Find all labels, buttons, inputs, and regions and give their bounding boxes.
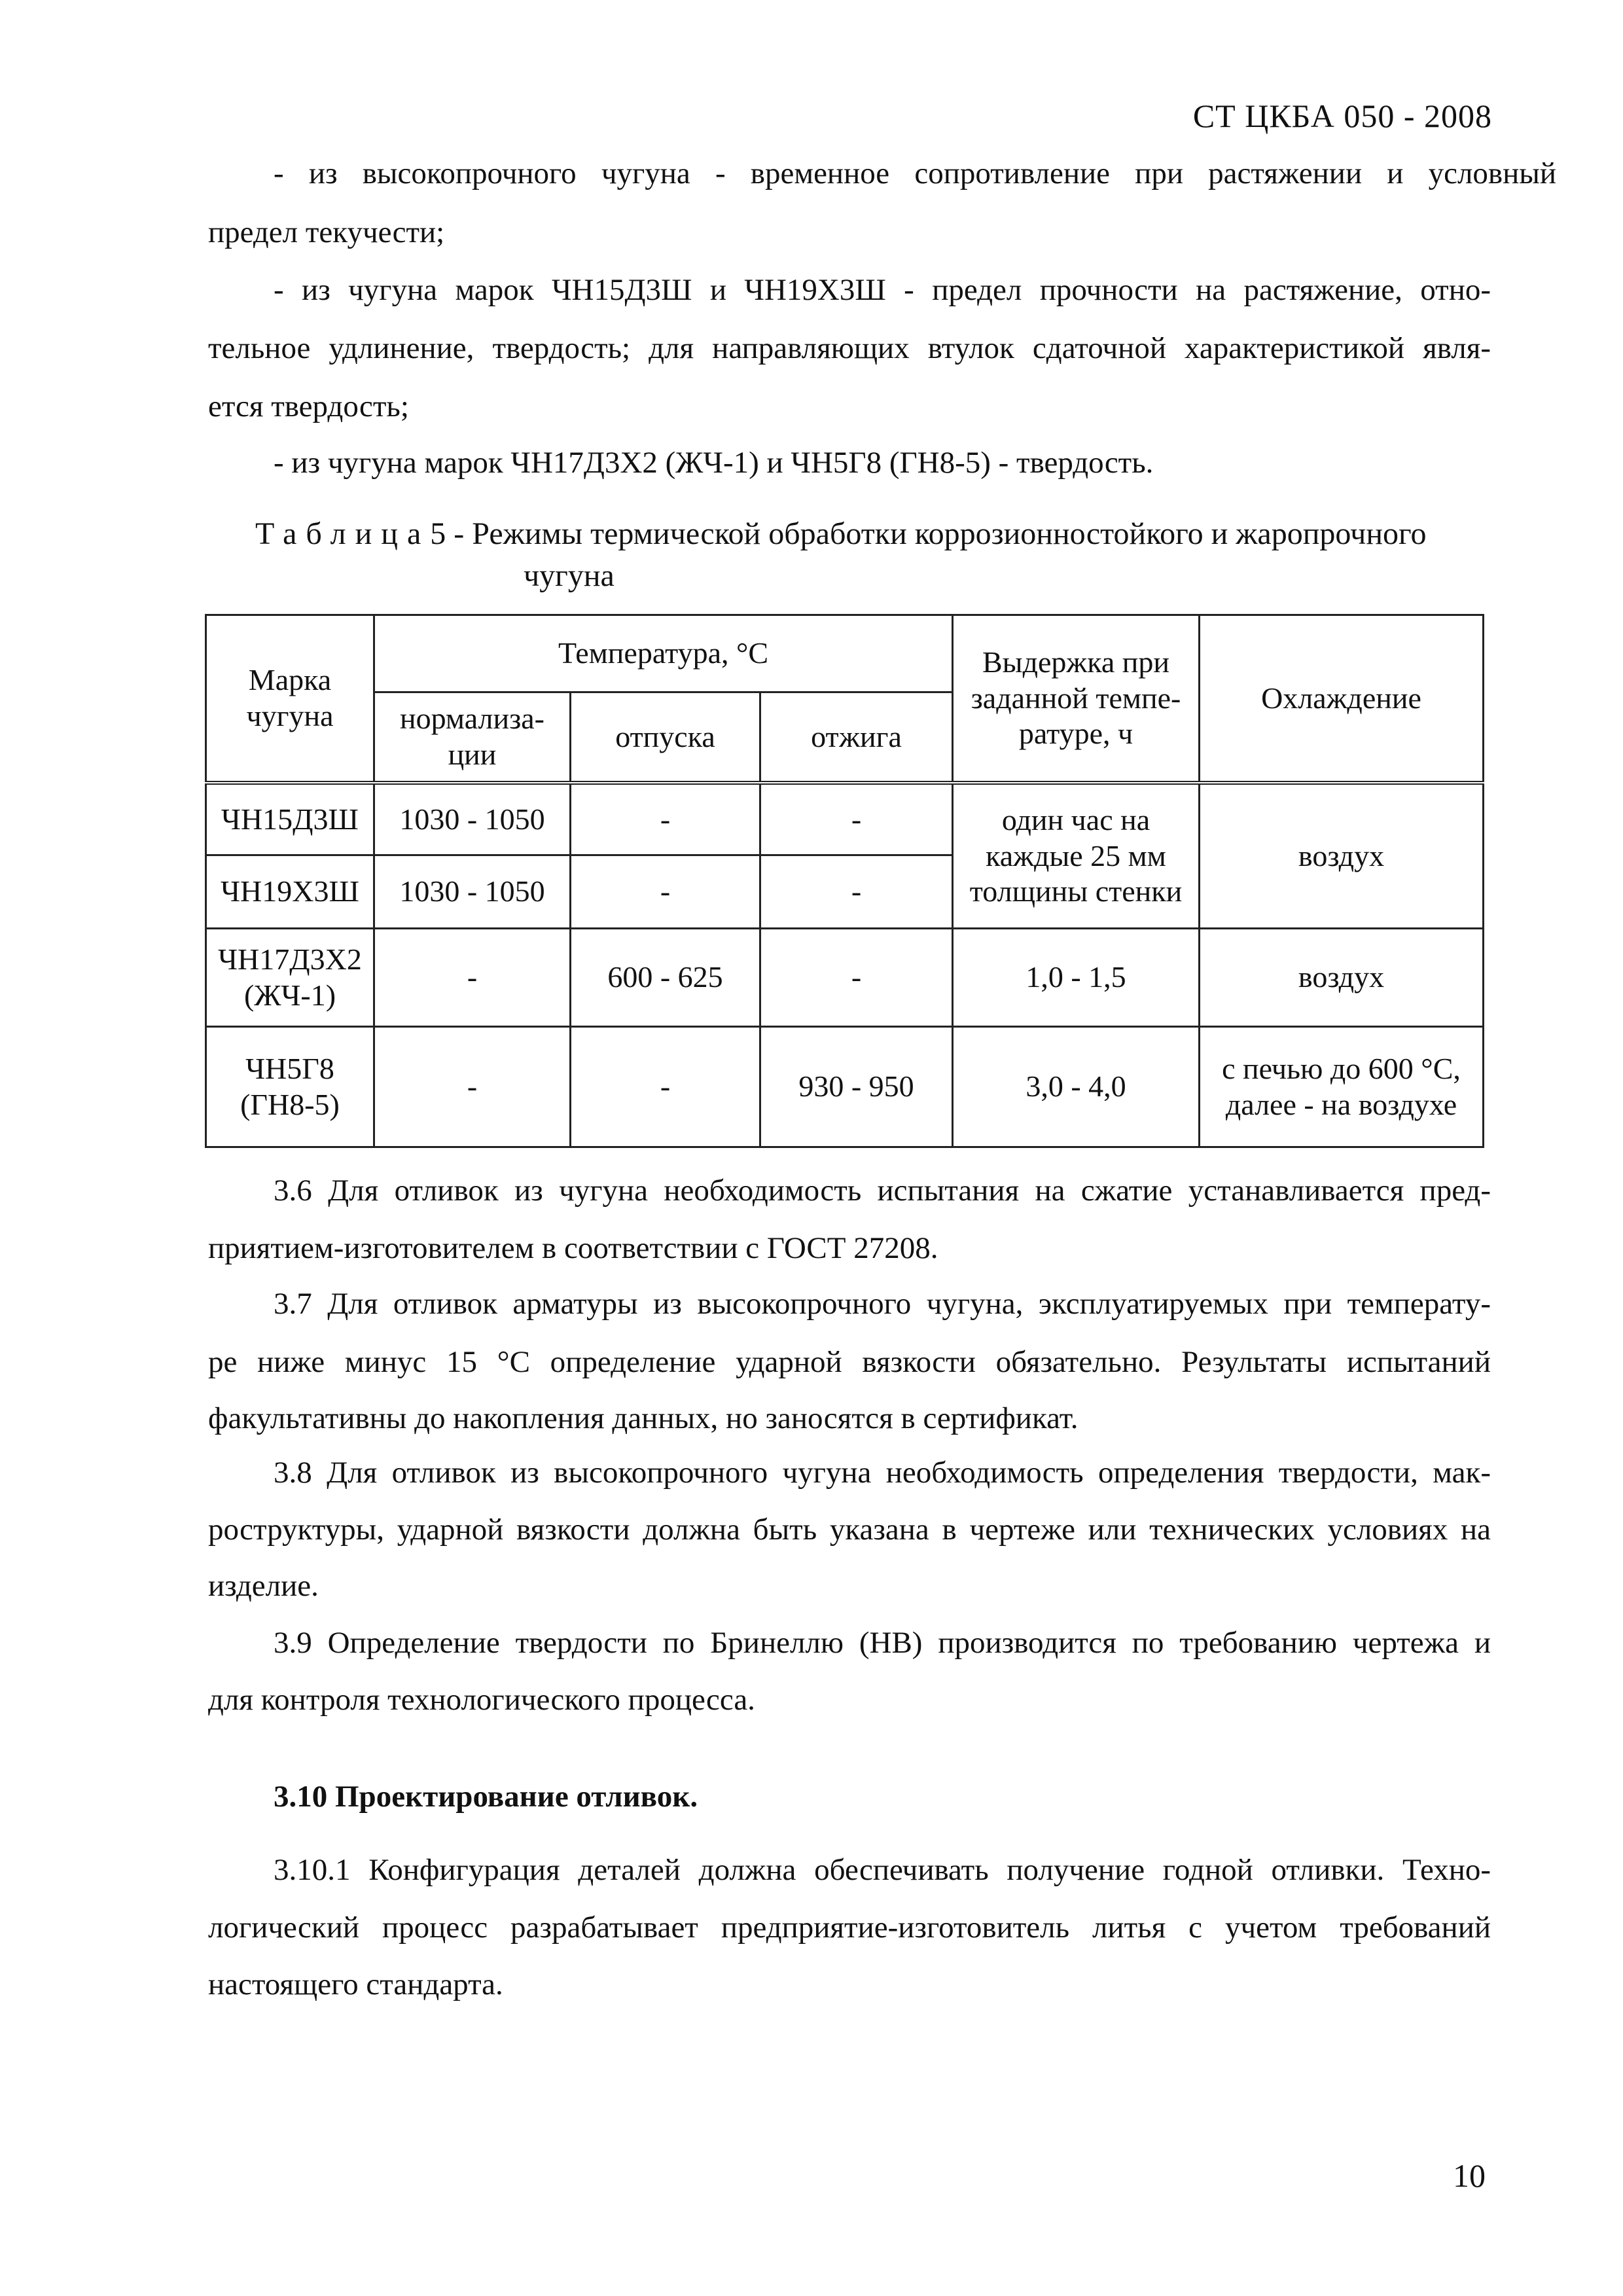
cell-tempering: 600 - 625 (571, 929, 760, 1027)
intro-line: - из чугуна марок ЧН17Д3Х2 (ЖЧ-1) и ЧН5Г8 (ГН8-5) - твердость. (274, 446, 1154, 480)
paragraph-3-8-line: 3.8 Для отливок из высокопрочного чугуна необходимость определения твердости, мак- (274, 1456, 1491, 1490)
header-normalization: нормализа-ции (374, 692, 571, 783)
section-paragraph-line: 3.10.1 Конфигурация деталей должна обеспечивать получение годной отливки. Техно- (274, 1853, 1491, 1887)
cell-holding-merged: один час на каждые 25 мм толщины стенки (953, 783, 1200, 929)
cell-holding: 3,0 - 4,0 (953, 1027, 1200, 1147)
cell-annealing: - (760, 855, 953, 929)
header-grade: Марка чугуна (206, 615, 374, 783)
section-paragraph-line: логический процесс разрабатывает предприятие-изготовитель литья с учетом требований (208, 1910, 1491, 1945)
cell-normalization: - (374, 929, 571, 1027)
paragraph-3-6-line: приятием-изготовителем в соответствии с ГОСТ 27208. (208, 1231, 938, 1265)
cell-cooling-merged: воздух (1200, 783, 1484, 929)
intro-line: - из чугуна марок ЧН15Д3Ш и ЧН19Х3Ш - предел прочности на растяжение, отно- (274, 273, 1491, 307)
cell-grade: ЧН15Д3Ш (206, 783, 374, 855)
cell-annealing: - (760, 783, 953, 855)
cell-cooling: воздух (1200, 929, 1484, 1027)
header-holding: Выдержка при заданной темпе-ратуре, ч (953, 615, 1200, 783)
cell-grade: ЧН5Г8 (ГН8-5) (206, 1027, 374, 1147)
table-caption-label: Таблица (255, 516, 431, 551)
cell-tempering: - (571, 855, 760, 929)
paragraph-3-8-line: роструктуры, ударной вязкости должна быть указана в чертеже или технических условиях на (208, 1513, 1491, 1547)
table-caption (255, 516, 1427, 552)
cell-normalization: - (374, 1027, 571, 1147)
header-cooling: Охлаждение (1200, 615, 1484, 783)
paragraph-3-7-line: факультативны до накопления данных, но заносятся в сертификат. (208, 1401, 1079, 1435)
section-paragraph-line: настоящего стандарта. (208, 1967, 503, 2001)
intro-line: - из высокопрочного чугуна - временное сопротивление при растяжении и условный (274, 156, 1556, 190)
header-temperature: Температура, °С (374, 615, 953, 692)
intro-line: ется твердость; (208, 389, 409, 423)
cell-annealing: - (760, 929, 953, 1027)
cell-grade: ЧН19Х3Ш (206, 855, 374, 929)
cell-cooling: с печью до 600 °С, далее - на воздухе (1200, 1027, 1484, 1147)
intro-line: предел текучести; (208, 215, 445, 249)
paragraph-3-9-line: 3.9 Определение твердости по Бринеллю (НВ) производится по требованию чертежа и (274, 1626, 1491, 1660)
header-annealing: отжига (760, 692, 953, 783)
table-caption-title: Режимы термической обработки коррозионностойкого и жаропрочного (472, 516, 1427, 551)
section-heading: 3.10 Проектирование отливок. (274, 1780, 698, 1814)
paragraph-3-7-line: ре ниже минус 15 °С определение ударной вязкости обязательно. Результаты испытаний (208, 1345, 1491, 1379)
cell-tempering: - (571, 783, 760, 855)
paragraph-3-9-line: для контроля технологического процесса. (208, 1683, 755, 1717)
table-row (206, 1027, 1484, 1147)
table-caption-dash: - (454, 516, 465, 551)
paragraph-3-7-line: 3.7 Для отливок арматуры из высокопрочного чугуна, эксплуатируемых при температу- (274, 1287, 1491, 1321)
table-row (206, 783, 1484, 855)
table-caption-number: 5 (430, 516, 446, 551)
paragraph-3-6-line: 3.6 Для отливок из чугуна необходимость испытания на сжатие устанавливается пред- (274, 1174, 1491, 1208)
cell-grade: ЧН17Д3Х2 (ЖЧ-1) (206, 929, 374, 1027)
cell-normalization: 1030 - 1050 (374, 783, 571, 855)
heat-treatment-table (205, 614, 1484, 1148)
table-row (206, 929, 1484, 1027)
table-caption-continuation: чугуна (524, 558, 615, 593)
cell-tempering: - (571, 1027, 760, 1147)
paragraph-3-8-line: изделие. (208, 1569, 319, 1603)
intro-line: тельное удлинение, твердость; для направляющих втулок сдаточной характеристикой явля- (208, 331, 1491, 365)
cell-annealing: 930 - 950 (760, 1027, 953, 1147)
cell-holding: 1,0 - 1,5 (953, 929, 1200, 1027)
document-code: СТ ЦКБА 050 - 2008 (1192, 98, 1492, 134)
cell-normalization: 1030 - 1050 (374, 855, 571, 929)
page-number: 10 (1453, 2157, 1486, 2194)
header-tempering: отпуска (571, 692, 760, 783)
